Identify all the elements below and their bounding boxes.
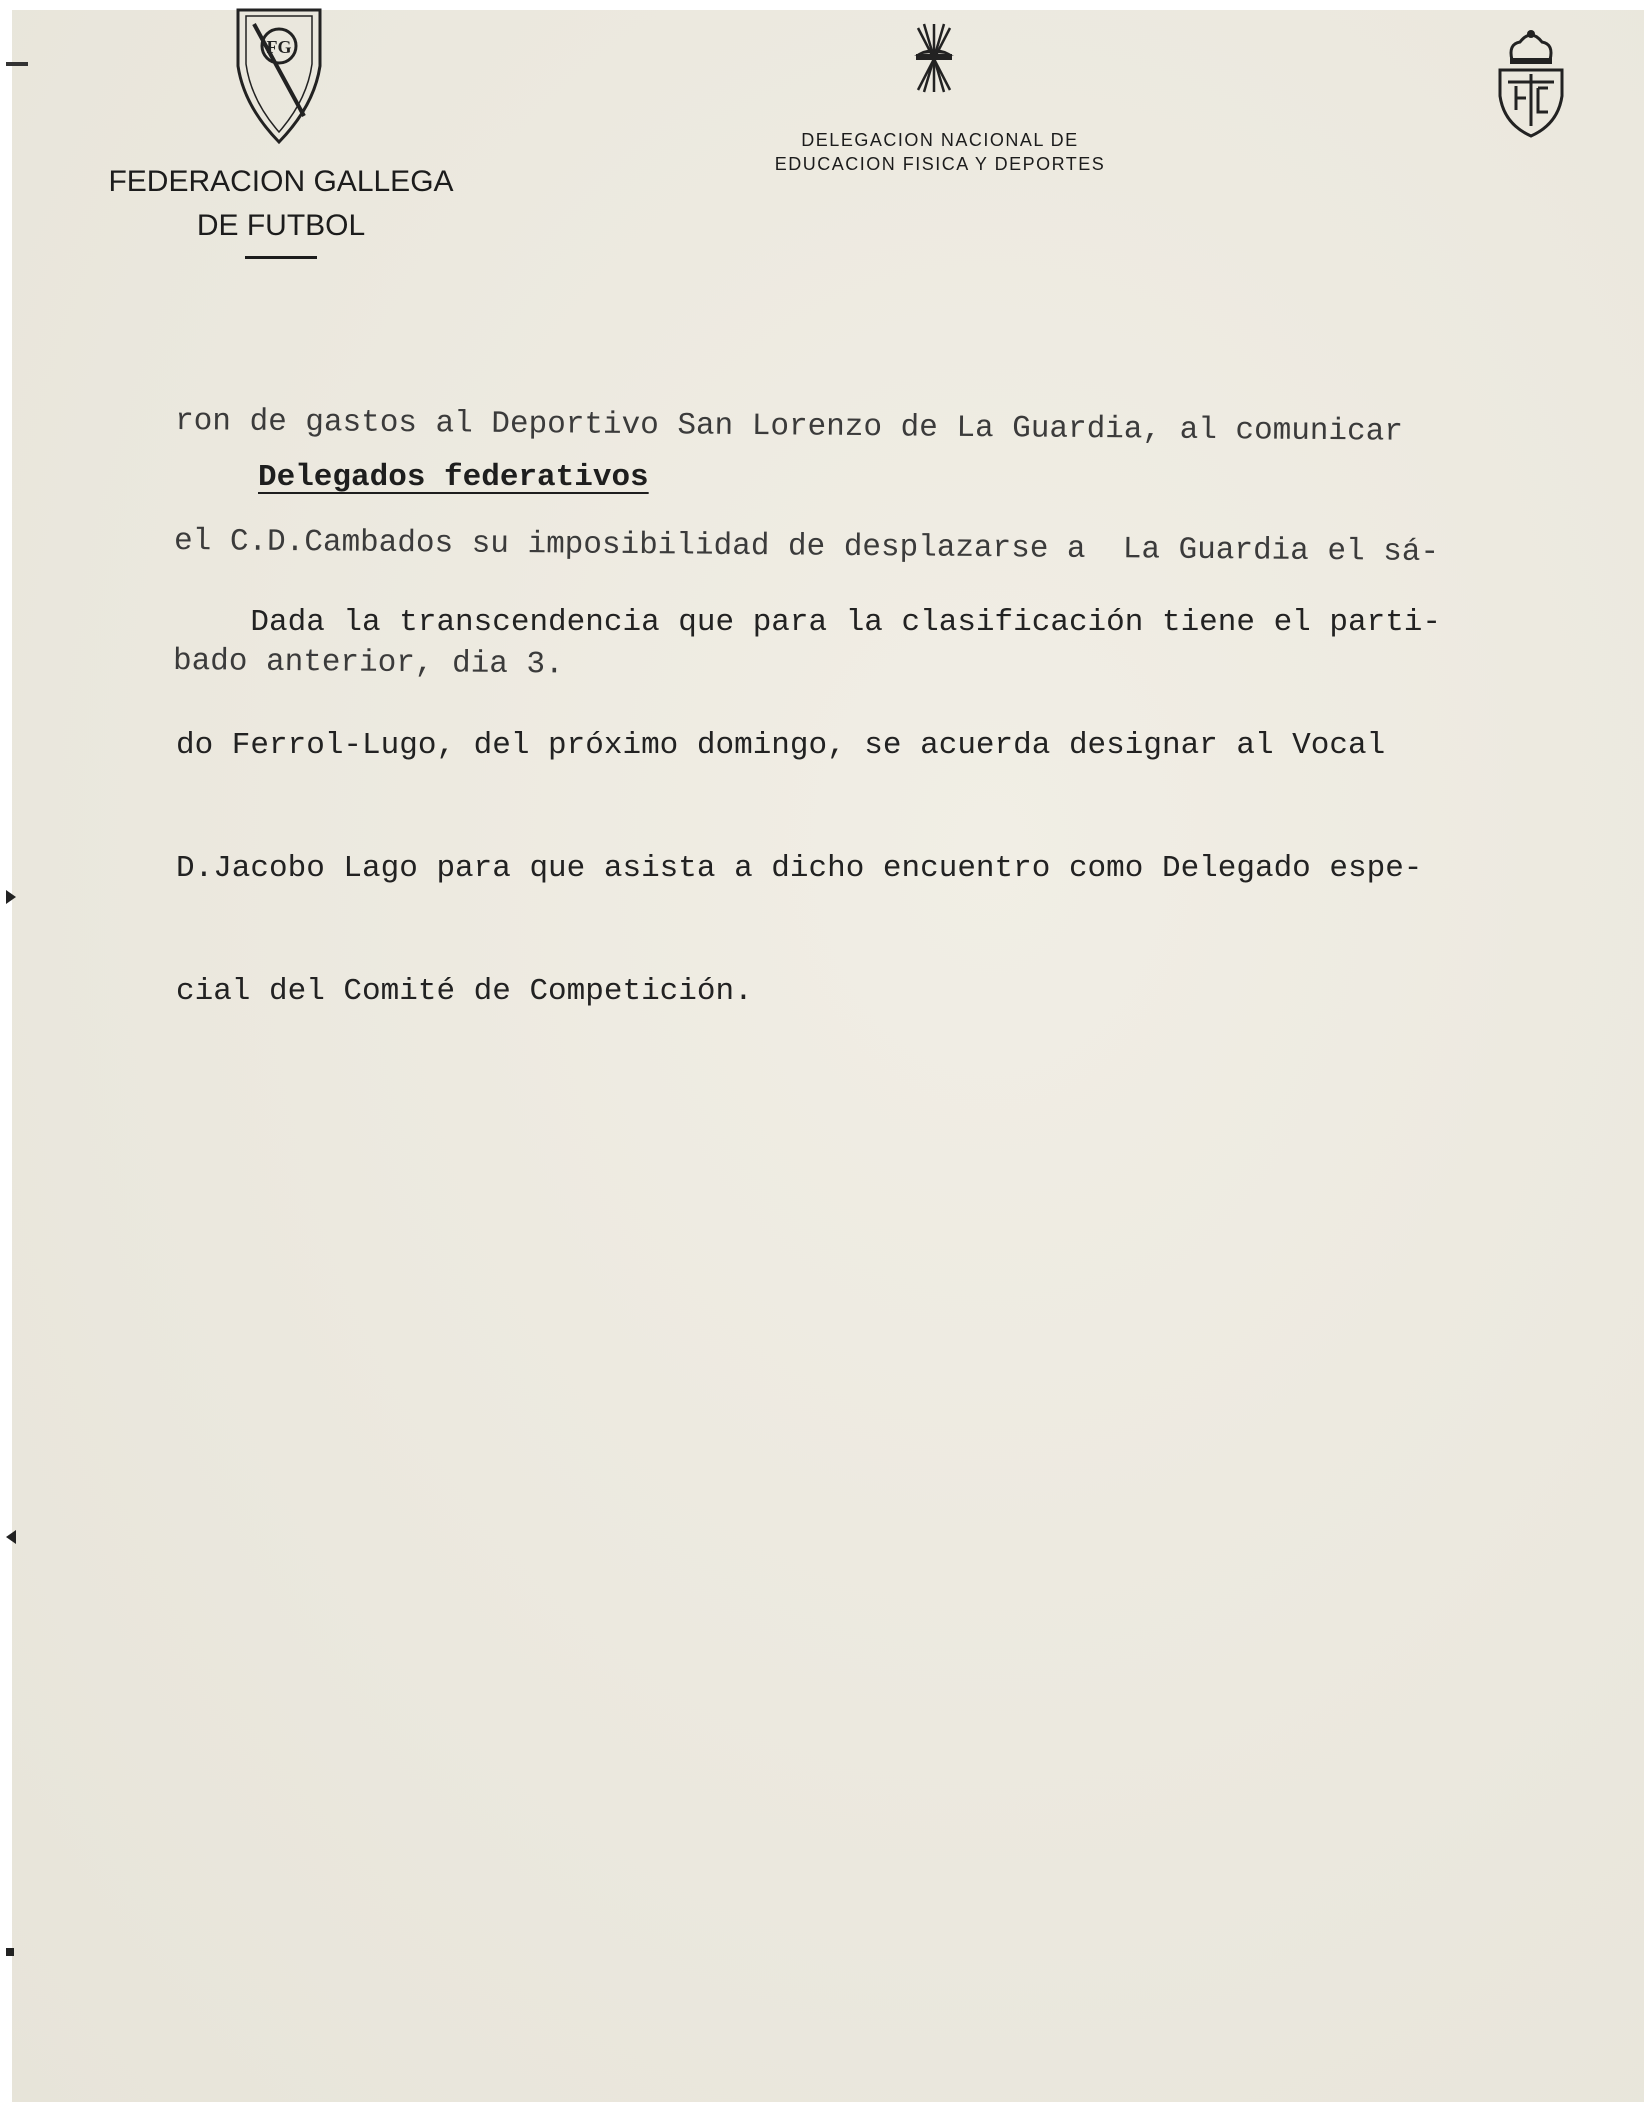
svg-text:FG: FG	[266, 37, 292, 57]
text-line: Dada la transcendencia que para la clasificación tiene el parti-	[176, 605, 1442, 640]
federation-letterhead	[96, 160, 466, 259]
margin-mark	[6, 1530, 16, 1544]
margin-mark	[6, 1948, 14, 1956]
text-line: do Ferrol-Lugo, del próximo domingo, se acuerda designar al Vocal	[176, 728, 1386, 763]
section-heading: Delegados federativos	[258, 460, 649, 495]
text-line: bado anterior, dia 3.	[172, 643, 564, 683]
delegation-line2: EDUCACION FISICA Y DEPORTES	[774, 154, 1106, 174]
federation-shield-logo	[234, 6, 324, 146]
text-line: cial del Comité de Competición.	[176, 974, 753, 1009]
crowned-shield-emblem	[1494, 26, 1568, 140]
letterhead-divider	[245, 256, 317, 259]
text-line: D.Jacobo Lago para que asista a dicho encuentro como Delegado espe-	[176, 851, 1423, 886]
text-line: el C.D.Cambados su imposibilidad de desplazarse a La Guardia el sá-	[173, 523, 1440, 571]
paragraph-delegates	[173, 520, 1576, 1053]
delegation-letterhead	[720, 128, 1160, 176]
federation-name-line2: DE FUTBOL	[196, 209, 366, 242]
margin-mark	[6, 62, 28, 66]
yoke-and-arrows-emblem	[910, 20, 958, 96]
text-line: ron de gastos al Deportivo San Lorenzo de La Guardia, al comunicar	[174, 403, 1404, 450]
delegation-line1: DELEGACION NACIONAL DE	[801, 130, 1079, 150]
federation-name-line1: FEDERACION GALLEGA	[108, 165, 454, 198]
